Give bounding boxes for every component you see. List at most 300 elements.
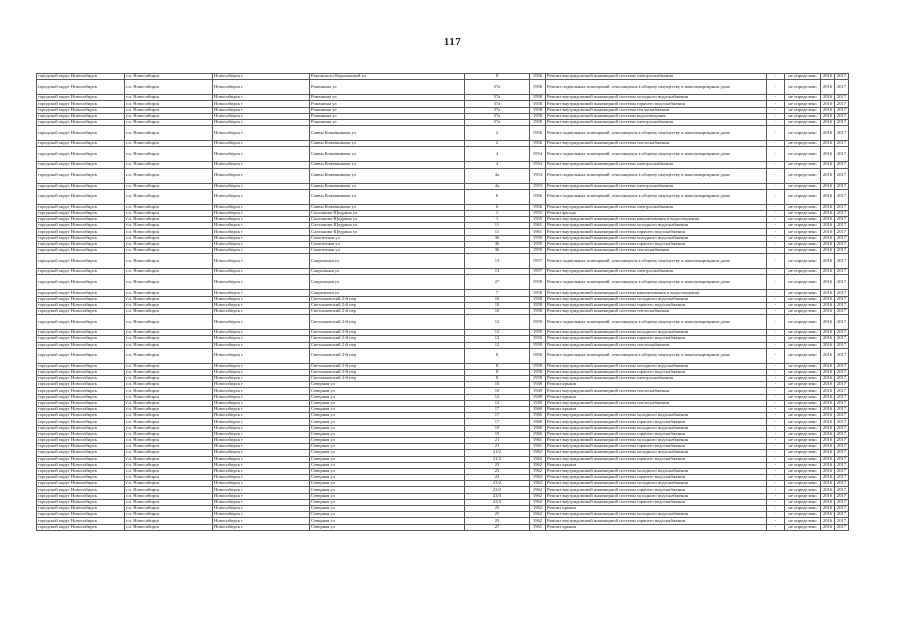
build-year-cell: 1962 bbox=[530, 512, 546, 518]
house-number-cell: 1 bbox=[465, 210, 530, 216]
status-cell: не определено bbox=[785, 388, 821, 394]
street-cell: Северная ул bbox=[310, 431, 465, 437]
settlement-cell: г.п. Новосибирск bbox=[125, 315, 213, 330]
street-cell: Ромашина ул bbox=[310, 107, 465, 113]
table-row bbox=[37, 189, 849, 204]
build-year-cell: 1959 bbox=[530, 248, 546, 254]
house-number-cell: 8 bbox=[465, 369, 530, 375]
end-year-cell: 2017 bbox=[835, 336, 849, 342]
build-year-cell: 1957 bbox=[530, 269, 546, 275]
end-year-cell: 2017 bbox=[835, 518, 849, 524]
work-type-cell: Ремонт фасада bbox=[546, 210, 767, 216]
work-type-cell: Ремонт внутридомовой инженерной системы холодного водоснабжения bbox=[546, 235, 767, 241]
settlement-cell: г.п. Новосибирск bbox=[125, 342, 213, 348]
status-cell: не определено bbox=[785, 400, 821, 406]
build-year-cell: 1958 bbox=[530, 308, 546, 314]
end-year-cell: 2017 bbox=[835, 248, 849, 254]
settlement-cell: г.п. Новосибирск bbox=[125, 296, 213, 302]
end-year-cell: 2017 bbox=[835, 235, 849, 241]
dash-cell: - bbox=[767, 296, 785, 302]
build-year-cell: 1960 bbox=[530, 413, 546, 419]
locality-cell: Новосибирск г bbox=[213, 376, 310, 382]
municipality-cell: городской округ Новосибирск bbox=[37, 223, 125, 229]
dash-cell: - bbox=[767, 450, 785, 456]
municipality-cell: городской округ Новосибирск bbox=[37, 229, 125, 235]
dash-cell: - bbox=[767, 481, 785, 487]
work-type-cell: Ремонт крыши bbox=[546, 524, 767, 530]
house-number-cell: 21/2 bbox=[465, 450, 530, 456]
end-year-cell: 2017 bbox=[835, 290, 849, 296]
end-year-cell: 2017 bbox=[835, 524, 849, 530]
locality-cell: Новосибирск г bbox=[213, 382, 310, 388]
dash-cell: - bbox=[767, 512, 785, 518]
start-year-cell: 2016 bbox=[821, 162, 835, 168]
end-year-cell: 2017 bbox=[835, 254, 849, 269]
end-year-cell: 2017 bbox=[835, 95, 849, 101]
end-year-cell: 2017 bbox=[835, 275, 849, 290]
dash-cell: - bbox=[767, 444, 785, 450]
work-type-cell: Ремонт внутридомовой инженерной системы холодного водоснабжения bbox=[546, 512, 767, 518]
dash-cell: - bbox=[767, 315, 785, 330]
street-cell: Северная ул bbox=[310, 475, 465, 481]
street-cell: Рамонского-Корольковой ул bbox=[310, 74, 465, 80]
work-type-cell: Ремонт внутридомовой инженерной системы теплоснабжения bbox=[546, 342, 767, 348]
end-year-cell: 2017 bbox=[835, 388, 849, 394]
house-number-cell: 11 bbox=[465, 229, 530, 235]
table-row bbox=[37, 126, 849, 141]
end-year-cell: 2017 bbox=[835, 431, 849, 437]
dash-cell: - bbox=[767, 74, 785, 80]
end-year-cell: 2017 bbox=[835, 269, 849, 275]
street-cell: Сакральная ул bbox=[310, 290, 465, 296]
municipality-cell: городской округ Новосибирск bbox=[37, 113, 125, 119]
start-year-cell: 2016 bbox=[821, 400, 835, 406]
municipality-cell: городской округ Новосибирск bbox=[37, 431, 125, 437]
work-type-cell: Ремонт подвальных помещений, относящихся к общему имуществу в многоквартирном доме bbox=[546, 254, 767, 269]
dash-cell: - bbox=[767, 499, 785, 505]
build-year-cell: 1958 bbox=[530, 119, 546, 125]
start-year-cell: 2016 bbox=[821, 290, 835, 296]
end-year-cell: 2017 bbox=[835, 223, 849, 229]
settlement-cell: г.п. Новосибирск bbox=[125, 189, 213, 204]
status-cell: не определено bbox=[785, 162, 821, 168]
dash-cell: - bbox=[767, 462, 785, 468]
locality-cell: Новосибирск г bbox=[213, 229, 310, 235]
municipality-cell: городской округ Новосибирск bbox=[37, 450, 125, 456]
house-number-cell: 36 bbox=[465, 241, 530, 247]
dash-cell: - bbox=[767, 119, 785, 125]
settlement-cell: г.п. Новосибирск bbox=[125, 229, 213, 235]
locality-cell: Новосибирск г bbox=[213, 363, 310, 369]
start-year-cell: 2016 bbox=[821, 80, 835, 95]
locality-cell: Новосибирск г bbox=[213, 394, 310, 400]
settlement-cell: г.п. Новосибирск bbox=[125, 475, 213, 481]
house-number-cell: 27 bbox=[465, 524, 530, 530]
house-number-cell: 21/2 bbox=[465, 456, 530, 462]
build-year-cell: 1958 bbox=[530, 302, 546, 308]
municipality-cell: городской округ Новосибирск bbox=[37, 456, 125, 462]
dash-cell: - bbox=[767, 254, 785, 269]
status-cell: не определено bbox=[785, 183, 821, 189]
start-year-cell: 2016 bbox=[821, 183, 835, 189]
end-year-cell: 2017 bbox=[835, 450, 849, 456]
status-cell: не определено bbox=[785, 493, 821, 499]
dash-cell: - bbox=[767, 241, 785, 247]
start-year-cell: 2016 bbox=[821, 141, 835, 147]
end-year-cell: 2017 bbox=[835, 147, 849, 162]
house-number-cell: 23/2 bbox=[465, 487, 530, 493]
build-year-cell: 1961 bbox=[530, 229, 546, 235]
municipality-cell: городской округ Новосибирск bbox=[37, 407, 125, 413]
build-year-cell: 1956 bbox=[530, 74, 546, 80]
start-year-cell: 2016 bbox=[821, 101, 835, 107]
build-year-cell: 1954 bbox=[530, 162, 546, 168]
build-year-cell: 1959 bbox=[530, 315, 546, 330]
work-type-cell: Ремонт внутридомовой инженерной системы горячего водоснабжения bbox=[546, 336, 767, 342]
dash-cell: - bbox=[767, 382, 785, 388]
municipality-cell: городской округ Новосибирск bbox=[37, 394, 125, 400]
end-year-cell: 2017 bbox=[835, 141, 849, 147]
build-year-cell: 1956 bbox=[530, 126, 546, 141]
status-cell: не определено bbox=[785, 126, 821, 141]
status-cell: не определено bbox=[785, 235, 821, 241]
municipality-cell: городской округ Новосибирск bbox=[37, 363, 125, 369]
work-type-cell: Ремонт внутридомовой инженерной системы горячего водоснабжения bbox=[546, 456, 767, 462]
work-type-cell: Ремонт внутридомовой инженерной системы канализования и водоотведения bbox=[546, 217, 767, 223]
house-number-cell: 8 bbox=[465, 376, 530, 382]
work-type-cell: Ремонт внутридомовой инженерной системы теплоснабжения bbox=[546, 388, 767, 394]
status-cell: не определено bbox=[785, 419, 821, 425]
settlement-cell: г.п. Новосибирск bbox=[125, 162, 213, 168]
status-cell: не определено bbox=[785, 468, 821, 474]
build-year-cell: 1962 bbox=[530, 487, 546, 493]
work-type-cell: Ремонт внутридомовой инженерной системы горячего водоснабжения bbox=[546, 475, 767, 481]
build-year-cell: 1961 bbox=[530, 223, 546, 229]
municipality-cell: городской округ Новосибирск bbox=[37, 400, 125, 406]
settlement-cell: г.п. Новосибирск bbox=[125, 363, 213, 369]
build-year-cell: 1961 bbox=[530, 437, 546, 443]
work-type-cell: Ремонт внутридомовой инженерной системы теплоснабжения bbox=[546, 308, 767, 314]
municipality-cell: городской округ Новосибирск bbox=[37, 388, 125, 394]
settlement-cell: г.п. Новосибирск bbox=[125, 450, 213, 456]
municipality-cell: городской округ Новосибирск bbox=[37, 235, 125, 241]
start-year-cell: 2016 bbox=[821, 315, 835, 330]
street-cell: Светлановский 2-й пер bbox=[310, 376, 465, 382]
house-number-cell: 23 bbox=[465, 462, 530, 468]
dash-cell: - bbox=[767, 437, 785, 443]
municipality-cell: городской округ Новосибирск bbox=[37, 315, 125, 330]
start-year-cell: 2016 bbox=[821, 518, 835, 524]
street-cell: Северная ул bbox=[310, 506, 465, 512]
status-cell: не определено bbox=[785, 444, 821, 450]
street-cell: Северная ул bbox=[310, 450, 465, 456]
build-year-cell: 1959 bbox=[530, 342, 546, 348]
start-year-cell: 2016 bbox=[821, 241, 835, 247]
municipality-cell: городской округ Новосибирск bbox=[37, 269, 125, 275]
settlement-cell: г.п. Новосибирск bbox=[125, 275, 213, 290]
end-year-cell: 2017 bbox=[835, 499, 849, 505]
build-year-cell: 1962 bbox=[530, 462, 546, 468]
work-type-cell: Ремонт внутридомовой инженерной системы холодного водоснабжения bbox=[546, 223, 767, 229]
municipality-cell: городской округ Новосибирск bbox=[37, 348, 125, 363]
end-year-cell: 2017 bbox=[835, 183, 849, 189]
end-year-cell: 2017 bbox=[835, 425, 849, 431]
municipality-cell: городской округ Новосибирск bbox=[37, 493, 125, 499]
dash-cell: - bbox=[767, 290, 785, 296]
work-type-cell: Ремонт внутридомовой инженерной системы электроснабжения bbox=[546, 74, 767, 80]
start-year-cell: 2016 bbox=[821, 189, 835, 204]
street-cell: Северная ул bbox=[310, 468, 465, 474]
dash-cell: - bbox=[767, 475, 785, 481]
street-cell: Северная ул bbox=[310, 413, 465, 419]
start-year-cell: 2016 bbox=[821, 524, 835, 530]
table-body bbox=[37, 74, 849, 531]
build-year-cell: 1958 bbox=[530, 296, 546, 302]
work-type-cell: Ремонт внутридомовой инженерной системы холодного водоснабжения bbox=[546, 363, 767, 369]
street-cell: Саввы Кожевникова ул bbox=[310, 204, 465, 210]
street-cell: Сакральная ул bbox=[310, 275, 465, 290]
build-year-cell: 1958 bbox=[530, 369, 546, 375]
end-year-cell: 2017 bbox=[835, 74, 849, 80]
settlement-cell: г.п. Новосибирск bbox=[125, 468, 213, 474]
locality-cell: Новосибирск г bbox=[213, 518, 310, 524]
settlement-cell: г.п. Новосибирск bbox=[125, 210, 213, 216]
municipality-cell: городской округ Новосибирск bbox=[37, 518, 125, 524]
settlement-cell: г.п. Новосибирск bbox=[125, 518, 213, 524]
locality-cell: Новосибирск г bbox=[213, 419, 310, 425]
dash-cell: - bbox=[767, 189, 785, 204]
settlement-cell: г.п. Новосибирск bbox=[125, 394, 213, 400]
dash-cell: - bbox=[767, 235, 785, 241]
house-number-cell: 23/2 bbox=[465, 481, 530, 487]
start-year-cell: 2016 bbox=[821, 481, 835, 487]
house-number-cell: 17 bbox=[465, 413, 530, 419]
status-cell: не определено bbox=[785, 141, 821, 147]
dash-cell: - bbox=[767, 468, 785, 474]
status-cell: не определено bbox=[785, 119, 821, 125]
settlement-cell: г.п. Новосибирск bbox=[125, 113, 213, 119]
locality-cell: Новосибирск г bbox=[213, 481, 310, 487]
table-row bbox=[37, 147, 849, 162]
table-row bbox=[37, 275, 849, 290]
start-year-cell: 2016 bbox=[821, 119, 835, 125]
work-type-cell: Ремонт внутридомовой инженерной системы холодного водоснабжения bbox=[546, 296, 767, 302]
street-cell: Светлановский 2-й пер bbox=[310, 348, 465, 363]
end-year-cell: 2017 bbox=[835, 376, 849, 382]
dash-cell: - bbox=[767, 348, 785, 363]
locality-cell: Новосибирск г bbox=[213, 275, 310, 290]
start-year-cell: 2016 bbox=[821, 302, 835, 308]
municipality-cell: городской округ Новосибирск bbox=[37, 330, 125, 336]
street-cell: Ромашина ул bbox=[310, 95, 465, 101]
start-year-cell: 2016 bbox=[821, 468, 835, 474]
house-number-cell: 2 bbox=[465, 141, 530, 147]
house-number-cell: 23/3 bbox=[465, 499, 530, 505]
start-year-cell: 2016 bbox=[821, 394, 835, 400]
dash-cell: - bbox=[767, 394, 785, 400]
settlement-cell: г.п. Новосибирск bbox=[125, 462, 213, 468]
table-row bbox=[37, 348, 849, 363]
dash-cell: - bbox=[767, 376, 785, 382]
build-year-cell: 1962 bbox=[530, 518, 546, 524]
dash-cell: - bbox=[767, 456, 785, 462]
status-cell: не определено bbox=[785, 168, 821, 183]
locality-cell: Новосибирск г bbox=[213, 369, 310, 375]
settlement-cell: г.п. Новосибирск bbox=[125, 101, 213, 107]
dash-cell: - bbox=[767, 204, 785, 210]
settlement-cell: г.п. Новосибирск bbox=[125, 425, 213, 431]
status-cell: не определено bbox=[785, 189, 821, 204]
end-year-cell: 2017 bbox=[835, 210, 849, 216]
start-year-cell: 2016 bbox=[821, 369, 835, 375]
house-number-cell: 19 bbox=[465, 431, 530, 437]
start-year-cell: 2016 bbox=[821, 210, 835, 216]
street-cell: Северная ул bbox=[310, 499, 465, 505]
start-year-cell: 2016 bbox=[821, 168, 835, 183]
settlement-cell: г.п. Новосибирск bbox=[125, 499, 213, 505]
start-year-cell: 2016 bbox=[821, 407, 835, 413]
work-type-cell: Ремонт внутридомовой инженерной системы холодного водоснабжения bbox=[546, 493, 767, 499]
end-year-cell: 2017 bbox=[835, 217, 849, 223]
dash-cell: - bbox=[767, 80, 785, 95]
status-cell: не определено bbox=[785, 348, 821, 363]
house-number-cell: 37а bbox=[465, 101, 530, 107]
locality-cell: Новосибирск г bbox=[213, 506, 310, 512]
locality-cell: Новосибирск г bbox=[213, 431, 310, 437]
build-year-cell: 1961 bbox=[530, 524, 546, 530]
house-number-cell: 10 bbox=[465, 388, 530, 394]
status-cell: не определено bbox=[785, 248, 821, 254]
start-year-cell: 2016 bbox=[821, 456, 835, 462]
locality-cell: Новосибирск г bbox=[213, 101, 310, 107]
start-year-cell: 2016 bbox=[821, 248, 835, 254]
house-number-cell: 4 bbox=[465, 162, 530, 168]
house-number-cell: 25 bbox=[465, 518, 530, 524]
house-number-cell: 4а bbox=[465, 183, 530, 189]
house-number-cell: 27 bbox=[465, 275, 530, 290]
locality-cell: Новосибирск г bbox=[213, 462, 310, 468]
end-year-cell: 2017 bbox=[835, 342, 849, 348]
build-year-cell: 1958 bbox=[530, 348, 546, 363]
table-row bbox=[37, 254, 849, 269]
end-year-cell: 2017 bbox=[835, 382, 849, 388]
status-cell: не определено bbox=[785, 302, 821, 308]
status-cell: не определено bbox=[785, 506, 821, 512]
locality-cell: Новосибирск г bbox=[213, 217, 310, 223]
settlement-cell: г.п. Новосибирск bbox=[125, 74, 213, 80]
locality-cell: Новосибирск г bbox=[213, 162, 310, 168]
dash-cell: - bbox=[767, 369, 785, 375]
street-cell: Светлановский 2-й пер bbox=[310, 336, 465, 342]
settlement-cell: г.п. Новосибирск bbox=[125, 290, 213, 296]
house-number-cell: 12 bbox=[465, 394, 530, 400]
house-number-cell: 10 bbox=[465, 308, 530, 314]
locality-cell: Новосибирск г bbox=[213, 308, 310, 314]
street-cell: Светлановский 2-й пер bbox=[310, 315, 465, 330]
house-number-cell: 23 bbox=[465, 475, 530, 481]
build-year-cell: 1953 bbox=[530, 168, 546, 183]
locality-cell: Новосибирск г bbox=[213, 437, 310, 443]
start-year-cell: 2016 bbox=[821, 126, 835, 141]
settlement-cell: г.п. Новосибирск bbox=[125, 141, 213, 147]
house-number-cell: 2 bbox=[465, 126, 530, 141]
build-year-cell: 1962 bbox=[530, 475, 546, 481]
settlement-cell: г.п. Новосибирск bbox=[125, 336, 213, 342]
work-type-cell: Ремонт внутридомовой инженерной системы холодного водоснабжения bbox=[546, 468, 767, 474]
build-year-cell: 1960 bbox=[530, 419, 546, 425]
dash-cell: - bbox=[767, 162, 785, 168]
status-cell: не определено bbox=[785, 456, 821, 462]
end-year-cell: 2017 bbox=[835, 308, 849, 314]
locality-cell: Новосибирск г bbox=[213, 80, 310, 95]
locality-cell: Новосибирск г bbox=[213, 475, 310, 481]
end-year-cell: 2017 bbox=[835, 462, 849, 468]
dash-cell: - bbox=[767, 363, 785, 369]
end-year-cell: 2017 bbox=[835, 512, 849, 518]
status-cell: не определено bbox=[785, 113, 821, 119]
house-number-cell: 13 bbox=[465, 269, 530, 275]
street-cell: Сакральная ул bbox=[310, 269, 465, 275]
status-cell: не определено bbox=[785, 512, 821, 518]
municipality-cell: городской округ Новосибирск bbox=[37, 147, 125, 162]
dash-cell: - bbox=[767, 269, 785, 275]
house-number-cell: 36 bbox=[465, 235, 530, 241]
status-cell: не определено bbox=[785, 450, 821, 456]
start-year-cell: 2016 bbox=[821, 444, 835, 450]
start-year-cell: 2016 bbox=[821, 388, 835, 394]
municipality-cell: городской округ Новосибирск bbox=[37, 342, 125, 348]
build-year-cell: 1949 bbox=[530, 388, 546, 394]
status-cell: не определено bbox=[785, 413, 821, 419]
dash-cell: - bbox=[767, 487, 785, 493]
locality-cell: Новосибирск г bbox=[213, 425, 310, 431]
start-year-cell: 2016 bbox=[821, 348, 835, 363]
dash-cell: - bbox=[767, 168, 785, 183]
build-year-cell: 1949 bbox=[530, 382, 546, 388]
street-cell: Северная ул bbox=[310, 382, 465, 388]
build-year-cell: 1955 bbox=[530, 217, 546, 223]
end-year-cell: 2017 bbox=[835, 456, 849, 462]
page-number: 117 bbox=[443, 36, 462, 48]
locality-cell: Новосибирск г bbox=[213, 413, 310, 419]
end-year-cell: 2017 bbox=[835, 481, 849, 487]
status-cell: не определено bbox=[785, 481, 821, 487]
street-cell: Светлановский 2-й пер bbox=[310, 363, 465, 369]
settlement-cell: г.п. Новосибирск bbox=[125, 348, 213, 363]
end-year-cell: 2017 bbox=[835, 348, 849, 363]
dash-cell: - bbox=[767, 336, 785, 342]
street-cell: Ромашина ул bbox=[310, 113, 465, 119]
start-year-cell: 2016 bbox=[821, 235, 835, 241]
build-year-cell: 1958 bbox=[530, 107, 546, 113]
start-year-cell: 2016 bbox=[821, 493, 835, 499]
locality-cell: Новосибирск г bbox=[213, 210, 310, 216]
settlement-cell: г.п. Новосибирск bbox=[125, 512, 213, 518]
start-year-cell: 2016 bbox=[821, 487, 835, 493]
start-year-cell: 2016 bbox=[821, 147, 835, 162]
dash-cell: - bbox=[767, 95, 785, 101]
locality-cell: Новосибирск г bbox=[213, 342, 310, 348]
municipality-cell: городской округ Новосибирск bbox=[37, 462, 125, 468]
start-year-cell: 2016 bbox=[821, 499, 835, 505]
work-type-cell: Ремонт внутридомовой инженерной системы теплоснабжения bbox=[546, 248, 767, 254]
house-number-cell: 13 bbox=[465, 254, 530, 269]
build-year-cell: 1959 bbox=[530, 330, 546, 336]
dash-cell: - bbox=[767, 223, 785, 229]
work-type-cell: Ремонт внутридомовой инженерной системы горячего водоснабжения bbox=[546, 499, 767, 505]
locality-cell: Новосибирск г bbox=[213, 296, 310, 302]
dash-cell: - bbox=[767, 183, 785, 189]
